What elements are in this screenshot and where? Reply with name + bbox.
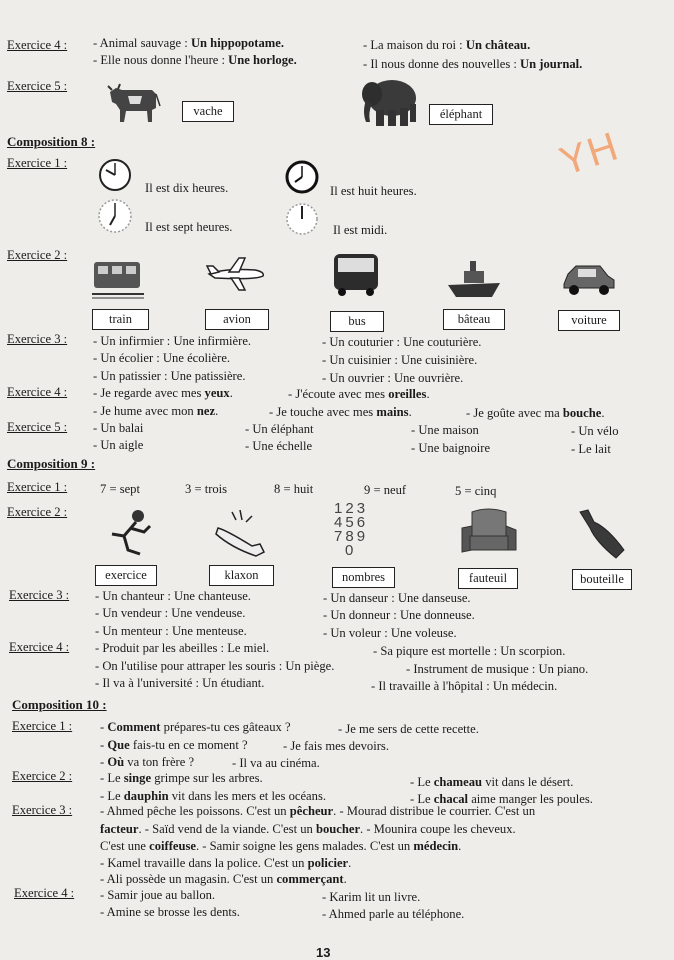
bottle-image [574, 506, 630, 562]
answer-line: - Le singe grimpe sur les arbres. [100, 771, 263, 785]
answer-line: - Il va au cinéma. [232, 756, 320, 770]
answer-line: - On l'utilise pour attraper les souris : Un piège. [95, 659, 335, 673]
train-image [92, 254, 144, 300]
bus-image [330, 250, 382, 298]
armchair-image [458, 506, 518, 558]
clock-icon [97, 198, 133, 234]
answer-item: - Un vélo [571, 424, 619, 438]
airplane-image [205, 254, 267, 294]
answer-line: - Le chameau vit dans le désert. [410, 775, 574, 789]
answer-line: - Ahmed pêche les poissons. C'est un pêcheur. - Mourad distribue le courrier. C'est un [100, 804, 536, 818]
answer-item: 7 = sept [100, 482, 140, 496]
word-box: avion [205, 309, 269, 330]
exercise-label: Exercice 3 : [7, 332, 68, 346]
answer-line: - Un vendeur : Une vendeuse. [95, 606, 246, 620]
exercise-label: Exercice 4 : [9, 640, 70, 654]
answer-item: - Une échelle [245, 439, 313, 453]
answer-line: - Un chanteur : Une chanteuse. [95, 589, 251, 603]
word-box: vache [182, 101, 234, 122]
answer-item: 3 = trois [185, 482, 228, 496]
answer-line: - Un ouvrier : Une ouvrière. [322, 371, 464, 385]
answer-line: - Je hume avec mon nez. [93, 404, 219, 418]
exercise-label: Exercice 4 : [14, 886, 75, 900]
exercise-label: Exercice 4 : [7, 38, 68, 52]
answer-line: - Animal sauvage : Un hippopotame. [93, 36, 285, 50]
answer-line: - Il va à l'université : Un étudiant. [95, 676, 265, 690]
word-box: éléphant [429, 104, 493, 125]
section-title: Composition 9 : [7, 456, 96, 471]
answer-item: - Un balai [93, 421, 144, 435]
answer-line: - Un couturier : Une couturière. [322, 335, 482, 349]
answer-line: - Karim lit un livre. [322, 890, 421, 904]
elephant-image [358, 72, 420, 130]
answer-line: - Elle nous donne l'heure : Une horloge. [93, 53, 297, 67]
word-box: bus [330, 311, 384, 332]
word-box: nombres [332, 567, 395, 588]
answer-line: - Un patissier : Une patissière. [93, 369, 246, 383]
answer-line: - Je fais mes devoirs. [283, 739, 389, 753]
answer-line: - Où va ton frère ? [100, 755, 195, 769]
clock-caption: Il est huit heures. [330, 184, 417, 198]
answer-line: - Comment prépares-tu ces gâteaux ? [100, 720, 291, 734]
exercise-label: Exercice 1 : [7, 480, 68, 494]
answer-item: - Une maison [411, 423, 479, 437]
answer-line: - Un donneur : Une donneuse. [323, 608, 475, 622]
clock-icon [285, 202, 319, 236]
answer-line: - Je me sers de cette recette. [338, 722, 479, 736]
word-box: voiture [558, 310, 620, 331]
answer-line: - La maison du roi : Un château. [363, 38, 531, 52]
answer-line: - Un infirmier : Une infirmière. [93, 334, 252, 348]
answer-line: - Le dauphin vit dans les mers et les océans. [100, 789, 326, 803]
answer-line: - Je touche avec mes mains. [269, 405, 412, 419]
ship-image [446, 257, 502, 301]
exercise-label: Exercice 2 : [7, 505, 68, 519]
clock-caption: Il est sept heures. [145, 220, 233, 234]
answer-line: C'est une coiffeuse. - Samir soigne les gens malades. C'est un médecin. [100, 839, 462, 853]
answer-item: 9 = neuf [364, 483, 407, 497]
section-title: Composition 10 : [12, 697, 107, 712]
cow-image [106, 74, 162, 126]
exercise-label: Exercice 1 : [12, 719, 73, 733]
answer-line: - Je regarde avec mes yeux. [93, 386, 233, 400]
answer-line: - Un cuisinier : Une cuisinière. [322, 353, 478, 367]
answer-line: - Que fais-tu en ce moment ? [100, 738, 248, 752]
exercise-label: Exercice 5 : [7, 79, 68, 93]
answer-item: - Une baignoire [411, 441, 491, 455]
exercise-label: Exercice 3 : [12, 803, 73, 817]
exercise-person-image [100, 504, 156, 558]
answer-line: - J'écoute avec mes oreilles. [288, 387, 430, 401]
answer-line: - Sa piqure est mortelle : Un scorpion. [373, 644, 566, 658]
answer-line: - Il nous donne des nouvelles : Un journal. [363, 57, 583, 71]
answer-line: - Ahmed parle au téléphone. [322, 907, 465, 921]
word-box: fauteuil [458, 568, 518, 589]
word-box: bâteau [443, 309, 505, 330]
answer-line: - Ali possède un magasin. C'est un commerçant. [100, 872, 347, 886]
word-box: exercice [95, 565, 157, 586]
answer-line: - Un menteur : Une menteuse. [95, 624, 247, 638]
exercise-label: Exercice 2 : [7, 248, 68, 262]
section-title: Composition 8 : [7, 134, 96, 149]
answer-line: - Kamel travaille dans la police. C'est un policier. [100, 856, 352, 870]
word-box: train [92, 309, 149, 330]
answer-line: - Un danseur : Une danseuse. [323, 591, 471, 605]
clock-icon [285, 160, 319, 194]
word-box: bouteille [572, 569, 632, 590]
answer-item: - Le lait [571, 442, 611, 456]
answer-item: - Un aigle [93, 438, 144, 452]
answer-line: - Il travaille à l'hôpital : Un médecin. [371, 679, 558, 693]
answer-line: - Je goûte avec ma bouche. [466, 406, 605, 420]
clock-caption: Il est midi. [333, 223, 388, 237]
answer-item: 5 = cinq [455, 484, 497, 498]
answer-item: - Un éléphant [245, 422, 314, 436]
answer-line: - Amine se brosse les dents. [100, 905, 240, 919]
answer-line: facteur. - Saïd vend de la viande. C'est un boucher. - Mounira coupe les cheveux. [100, 822, 516, 836]
car-image [560, 260, 616, 298]
answer-item: 8 = huit [274, 482, 314, 496]
answer-line: - Le chacal aime manger les poules. [410, 792, 593, 806]
exercise-label: Exercice 1 : [7, 156, 68, 170]
word-box: klaxon [209, 565, 274, 586]
clock-icon [98, 158, 132, 192]
watermark: YH [554, 123, 625, 185]
answer-line: - Produit par les abeilles : Le miel. [95, 641, 270, 655]
exercise-label: Exercice 4 : [7, 385, 68, 399]
exercise-label: Exercice 3 : [9, 588, 70, 602]
answer-line: - Un voleur : Une voleuse. [323, 626, 457, 640]
answer-line: - Instrument de musique : Un piano. [406, 662, 589, 676]
page-number: 13 [316, 945, 331, 960]
answer-line: - Un écolier : Une écolière. [93, 351, 231, 365]
exercise-label: Exercice 5 : [7, 420, 68, 434]
numbers-image: 123 456 789 0 [334, 500, 369, 559]
horn-image [212, 508, 268, 558]
answer-line: - Samir joue au ballon. [100, 888, 216, 902]
exercise-label: Exercice 2 : [12, 769, 73, 783]
clock-caption: Il est dix heures. [145, 181, 229, 195]
